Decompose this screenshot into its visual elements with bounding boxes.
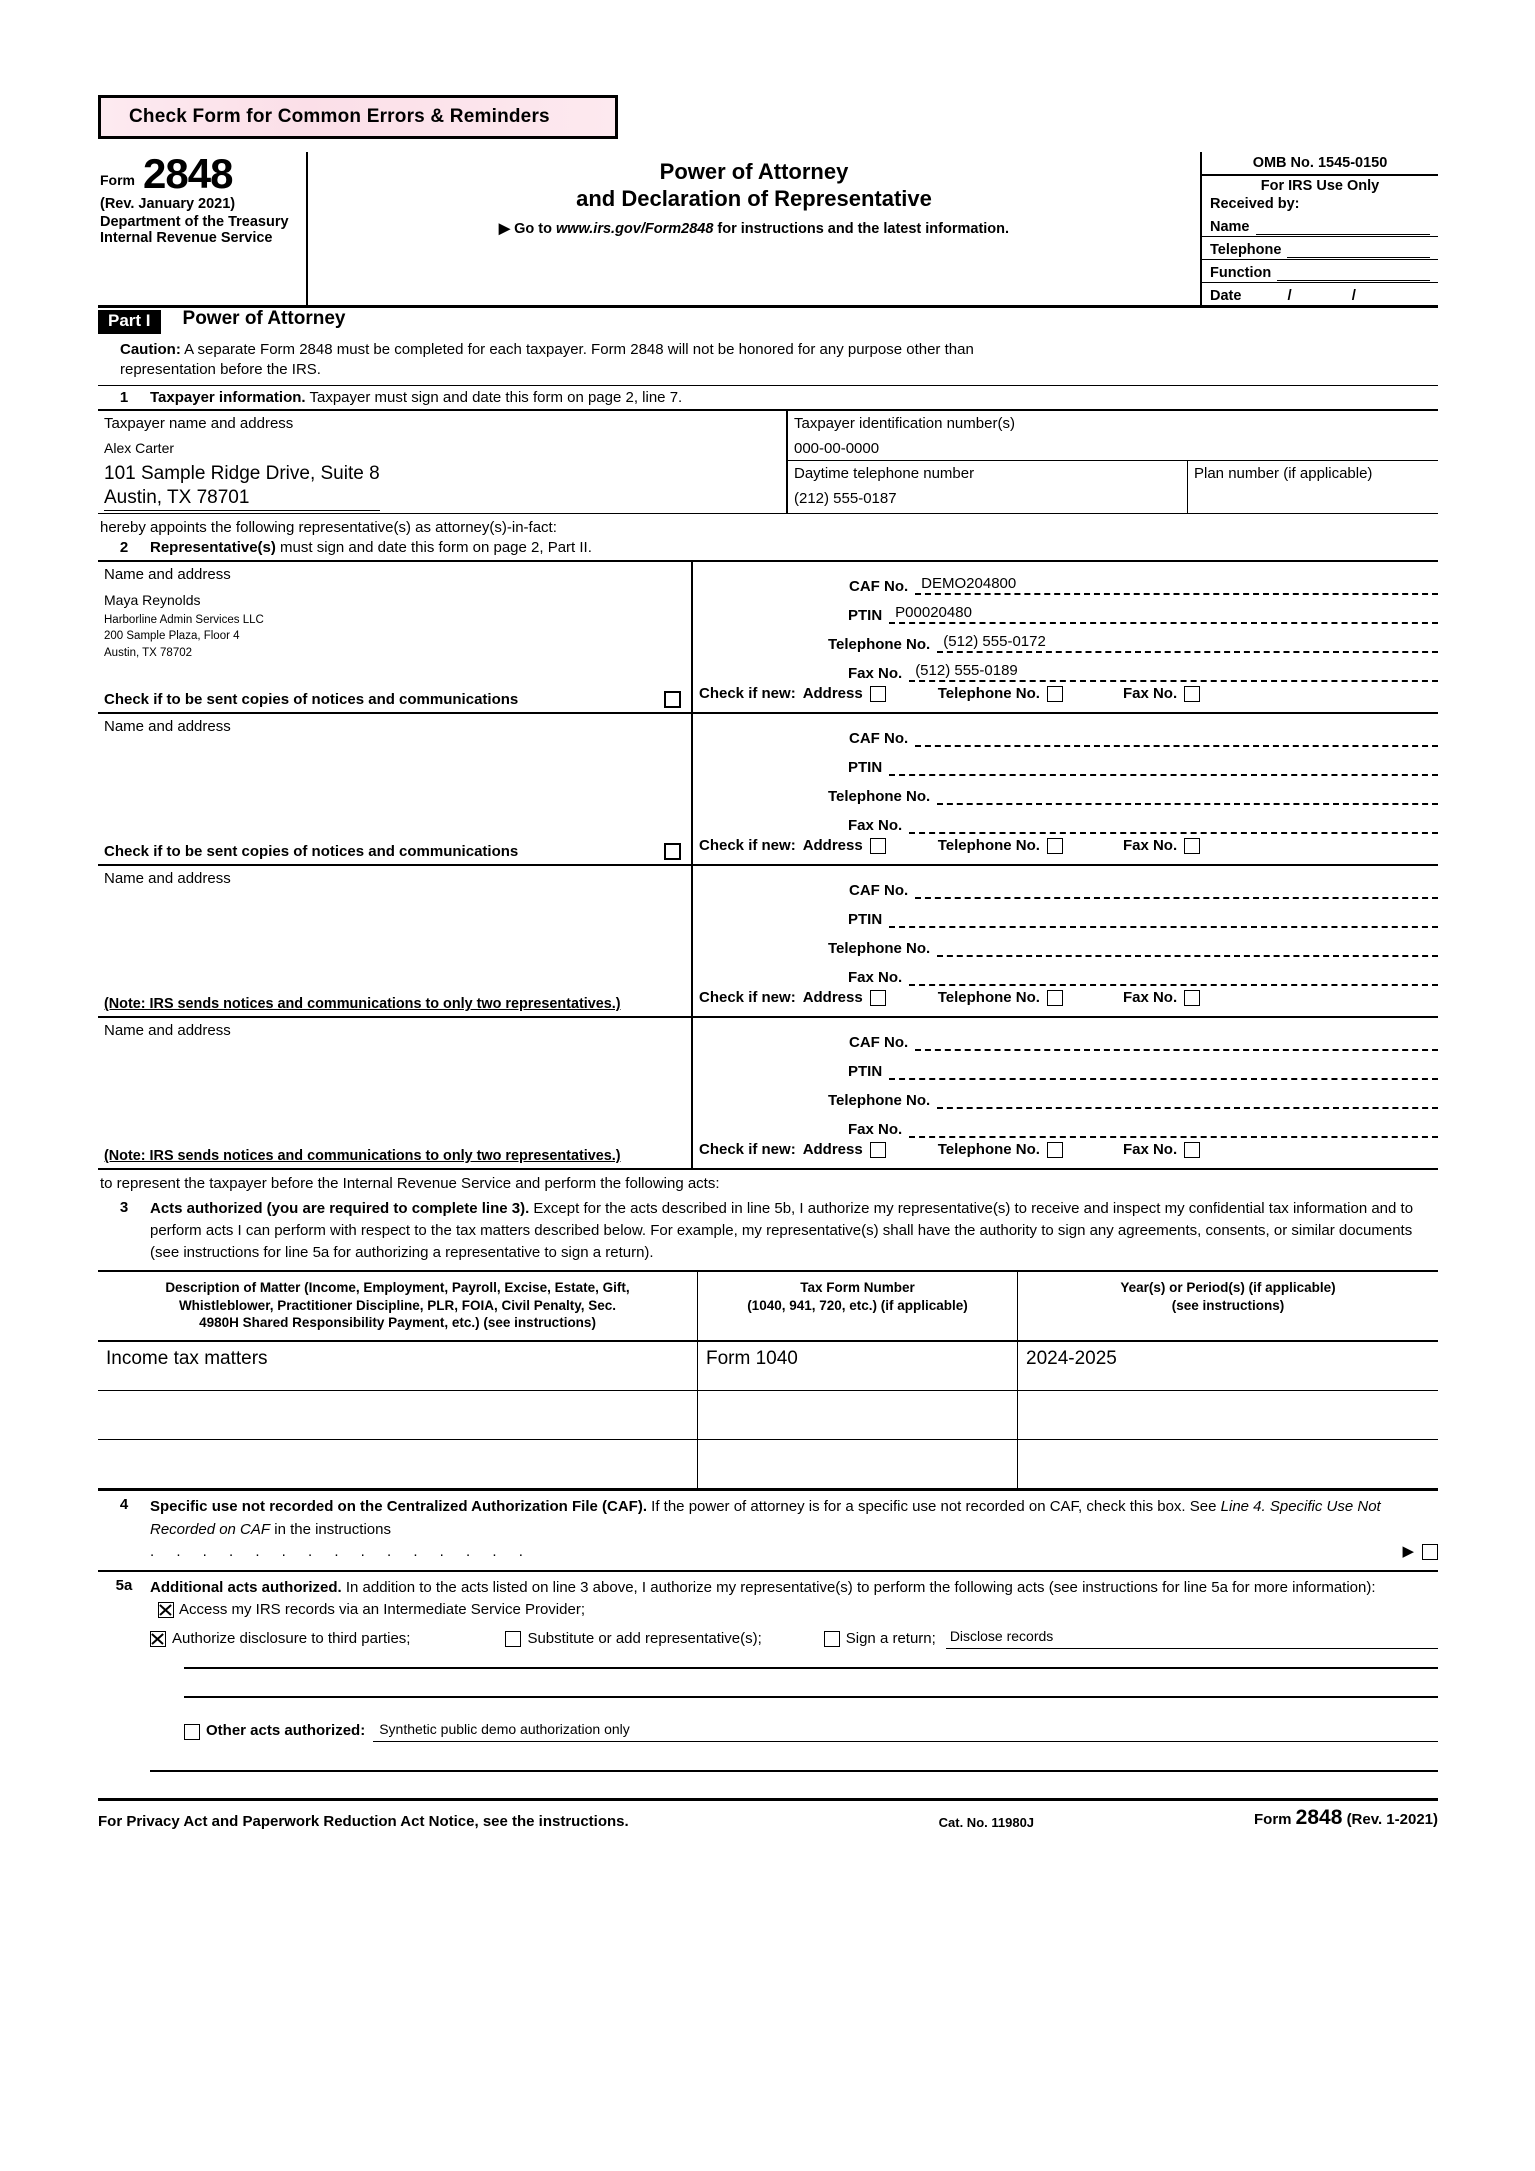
matter-description-cell[interactable] bbox=[98, 1440, 698, 1488]
irs-date-input[interactable]: / / bbox=[1287, 287, 1384, 304]
taxpayer-address-line-2: Austin, TX 78701 bbox=[104, 486, 250, 508]
rep-ptin-input[interactable] bbox=[889, 1061, 1438, 1080]
form-title-line-1: Power of Attorney bbox=[659, 159, 849, 184]
matter-table-header bbox=[98, 1272, 1438, 1342]
matter-description-cell[interactable] bbox=[98, 1391, 698, 1439]
rep-caf-row bbox=[693, 718, 1438, 747]
rep-org-value[interactable]: Harborline Admin Services LLC bbox=[104, 614, 264, 627]
rep-fax-label: Fax No. bbox=[848, 665, 903, 683]
check-new-telephone-label: Telephone No. bbox=[937, 837, 1040, 855]
goto-url[interactable]: www.irs.gov/Form2848 bbox=[555, 221, 714, 237]
check-new-telephone-checkbox[interactable] bbox=[1047, 686, 1063, 702]
rep-caf-row bbox=[693, 1022, 1438, 1051]
rep-name-address-label: Name and address bbox=[104, 870, 231, 888]
footer-form-word: Form bbox=[1254, 1810, 1292, 1828]
part-1-title: Power of Attorney bbox=[182, 308, 346, 329]
line-3-bold: Acts authorized (you are required to complete line 3). bbox=[150, 1200, 530, 1218]
received-by-label: Received by: bbox=[1210, 196, 1300, 212]
line-5a-other-value: Synthetic public demo authorization only bbox=[379, 1721, 630, 1738]
rep-fax-label: Fax No. bbox=[848, 817, 903, 835]
rep-telephone-value: (512) 555-0172 bbox=[943, 633, 1046, 651]
check-new-address-checkbox[interactable] bbox=[870, 990, 886, 1006]
rep-check-copies-checkbox[interactable] bbox=[664, 843, 681, 860]
rep-telephone-label: Telephone No. bbox=[828, 1092, 931, 1110]
taxpayer-information-block bbox=[98, 411, 1438, 515]
representative-caf-cell bbox=[693, 714, 1438, 864]
representative-name-address-cell bbox=[98, 1018, 693, 1168]
line-5a-sign-input[interactable] bbox=[946, 1629, 1438, 1649]
irs-telephone-label: Telephone bbox=[1210, 242, 1282, 258]
matter-col2-line1: Tax Form Number bbox=[800, 1280, 915, 1296]
rep-city-value[interactable]: Austin, TX 78702 bbox=[104, 646, 193, 659]
check-new-telephone-checkbox[interactable] bbox=[1047, 1142, 1063, 1158]
representative-block bbox=[98, 864, 1438, 1016]
line-4 bbox=[98, 1489, 1438, 1570]
representative-name-address-cell bbox=[98, 866, 693, 1016]
check-new-telephone-label: Telephone No. bbox=[937, 685, 1040, 703]
footer-form-rev: (Rev. 1-2021) bbox=[1346, 1810, 1438, 1828]
representative-caf-cell bbox=[693, 866, 1438, 1016]
irs-date-row bbox=[1202, 282, 1438, 305]
rep-street-value[interactable]: 200 Sample Plaza, Floor 4 bbox=[104, 630, 240, 643]
representative-block bbox=[98, 1016, 1438, 1168]
taxpayer-phone-plan-row bbox=[788, 461, 1438, 514]
rep-telephone-row bbox=[693, 776, 1438, 805]
rep-fax-input[interactable] bbox=[909, 663, 1438, 682]
check-new-fax-label: Fax No. bbox=[1122, 1141, 1178, 1159]
hereby-appoints-text: hereby appoints the following representative(s) as attorney(s)-in-fact: bbox=[100, 519, 557, 537]
irs-name-row bbox=[1202, 213, 1438, 236]
matter-form-cell[interactable] bbox=[698, 1342, 1018, 1390]
matter-col-form-header bbox=[698, 1272, 1018, 1340]
rep-fax-input[interactable] bbox=[909, 1119, 1438, 1138]
form-sheet bbox=[98, 95, 1438, 1830]
rep-ptin-label: PTIN bbox=[848, 759, 883, 777]
matter-years-value: 2024-2025 bbox=[1026, 1348, 1117, 1370]
rep-note-two-representatives: (Note: IRS sends notices and communications to only two representatives.) bbox=[104, 996, 621, 1013]
check-new-address-label: Address bbox=[802, 1141, 863, 1159]
line-2-bold: Representative(s) bbox=[150, 539, 276, 557]
form-footer bbox=[98, 1798, 1438, 1830]
matter-description-value: Income tax matters bbox=[106, 1348, 268, 1370]
taxpayer-phone-value[interactable]: (212) 555-0187 bbox=[794, 489, 897, 507]
department-line-2: Internal Revenue Service bbox=[100, 230, 273, 247]
check-new-address-checkbox[interactable] bbox=[870, 1142, 886, 1158]
rep-caf-input[interactable] bbox=[915, 1032, 1438, 1051]
rep-name-value[interactable]: Maya Reynolds bbox=[104, 592, 201, 609]
line-5a bbox=[98, 1570, 1438, 1772]
check-new-telephone-checkbox[interactable] bbox=[1047, 990, 1063, 1006]
footer-form-identity bbox=[1254, 1806, 1438, 1830]
line-4-text-1: If the power of attorney is for a specific use not recorded on CAF, check this box. See bbox=[647, 1498, 1221, 1516]
line-5a-other-acts-row bbox=[184, 1720, 1438, 1743]
check-new-address-checkbox[interactable] bbox=[870, 686, 886, 702]
caution-text: A separate Form 2848 must be completed for each taxpayer. Form 2848 will not be honored for any purpose other than representation before the IRS. bbox=[120, 341, 974, 379]
rep-check-if-new-row bbox=[693, 834, 1438, 857]
rep-ptin-label: PTIN bbox=[848, 1063, 883, 1081]
representative-name-address-cell bbox=[98, 714, 693, 864]
check-new-telephone-checkbox[interactable] bbox=[1047, 838, 1063, 854]
matter-table bbox=[98, 1270, 1438, 1489]
rep-telephone-input[interactable] bbox=[937, 786, 1438, 805]
rep-caf-label: CAF No. bbox=[849, 882, 909, 900]
rep-caf-row bbox=[693, 870, 1438, 899]
rep-fax-label: Fax No. bbox=[848, 1121, 903, 1139]
form-title-line-2: and Declaration of Representative bbox=[576, 186, 932, 211]
rep-check-copies-checkbox[interactable] bbox=[664, 691, 681, 708]
matter-form-cell[interactable] bbox=[698, 1440, 1018, 1488]
rep-check-copies-row[interactable] bbox=[104, 839, 685, 864]
rep-ptin-row bbox=[693, 595, 1438, 624]
rep-telephone-label: Telephone No. bbox=[828, 788, 931, 806]
representative-caf-cell bbox=[693, 1018, 1438, 1168]
rep-caf-input[interactable] bbox=[915, 576, 1438, 595]
form-word-label: Form bbox=[100, 171, 135, 188]
check-if-new-label: Check if new: bbox=[699, 685, 796, 703]
matter-col1-line1: Description of Matter (Income, Employment, Payroll, Excise, Estate, Gift, bbox=[165, 1280, 630, 1296]
line-5a-disclose-label: Authorize disclosure to third parties; bbox=[172, 1629, 411, 1647]
form-revision: (Rev. January 2021) bbox=[100, 195, 236, 212]
rep-fax-row bbox=[693, 957, 1438, 986]
form-identity bbox=[100, 150, 298, 197]
matter-col3-line1: Year(s) or Period(s) (if applicable) bbox=[1120, 1280, 1336, 1296]
line-2-text: must sign and date this form on page 2, Part II. bbox=[275, 539, 592, 557]
line-5a-options-row bbox=[150, 1628, 1438, 1651]
header-left-block bbox=[98, 152, 308, 305]
matter-table-row bbox=[98, 1440, 1438, 1488]
goto-instructions-line bbox=[314, 221, 1194, 237]
rep-caf-input[interactable] bbox=[915, 880, 1438, 899]
matter-col2-line2: (1040, 941, 720, etc.) (if applicable) bbox=[747, 1297, 968, 1313]
matter-col1-line3: 4980H Shared Responsibility Payment, etc.) (see instructions) bbox=[199, 1315, 596, 1331]
line-5a-substitute-label: Substitute or add representative(s); bbox=[527, 1629, 762, 1647]
check-new-fax-checkbox[interactable] bbox=[1184, 838, 1200, 854]
line-3 bbox=[98, 1195, 1438, 1270]
line-1-number: 1 bbox=[119, 388, 129, 406]
rep-name-address-label: Name and address bbox=[104, 566, 231, 584]
rep-telephone-label: Telephone No. bbox=[828, 636, 931, 654]
rep-fax-row bbox=[693, 653, 1438, 682]
matter-table-row bbox=[98, 1342, 1438, 1391]
rep-ptin-input[interactable] bbox=[889, 605, 1438, 624]
line-5a-sign-value: Disclose records bbox=[949, 1628, 1054, 1645]
line-5a-substitute-checkbox[interactable] bbox=[505, 1631, 521, 1647]
rep-fax-input[interactable] bbox=[909, 967, 1438, 986]
taxpayer-phone-cell bbox=[788, 461, 1188, 514]
check-form-errors-banner[interactable] bbox=[98, 95, 618, 139]
matter-col-description-header bbox=[98, 1272, 698, 1340]
part-1-section bbox=[98, 308, 1438, 386]
check-new-fax-checkbox[interactable] bbox=[1184, 1142, 1200, 1158]
line-5a-blank-rule-3 bbox=[150, 1769, 1438, 1772]
goto-suffix: for instructions and the latest information. bbox=[713, 221, 1010, 237]
rep-ptin-row bbox=[693, 1051, 1438, 1080]
matter-col1-line2: Whistleblower, Practitioner Discipline, PLR, FOIA, Civil Penalty, Sec. bbox=[178, 1297, 617, 1313]
check-new-fax-checkbox[interactable] bbox=[1184, 686, 1200, 702]
rep-check-if-new-row bbox=[693, 682, 1438, 705]
line-5a-sign-label: Sign a return; bbox=[845, 1629, 936, 1647]
rep-ptin-label: PTIN bbox=[848, 911, 883, 929]
rep-fax-input[interactable] bbox=[909, 815, 1438, 834]
irs-name-label: Name bbox=[1210, 219, 1250, 235]
rep-caf-row bbox=[693, 566, 1438, 595]
representative-name-address-cell bbox=[98, 562, 693, 712]
privacy-act-notice: For Privacy Act and Paperwork Reduction Act Notice, see the instructions. bbox=[98, 1812, 629, 1830]
taxpayer-address-line-1: 101 Sample Ridge Drive, Suite 8 bbox=[104, 462, 380, 484]
representative-block bbox=[98, 560, 1438, 712]
matter-description-cell[interactable] bbox=[98, 1342, 698, 1390]
rep-telephone-row bbox=[693, 624, 1438, 653]
check-if-new-label: Check if new: bbox=[699, 1141, 796, 1159]
line-5a-number: 5a bbox=[115, 1576, 133, 1594]
line-4-text-2: in the instructions bbox=[270, 1520, 391, 1538]
matter-form-value: Form 1040 bbox=[706, 1348, 798, 1370]
rep-caf-value: DEMO204800 bbox=[921, 575, 1017, 593]
irs-function-row bbox=[1202, 259, 1438, 282]
line-1-text: Taxpayer must sign and date this form on page 2, line 7. bbox=[305, 388, 683, 406]
department-line-1: Department of the Treasury bbox=[100, 213, 289, 230]
rep-check-if-new-row bbox=[693, 986, 1438, 1009]
line-5a-other-label: Other acts authorized: bbox=[206, 1722, 366, 1740]
matter-years-cell[interactable] bbox=[1018, 1391, 1438, 1439]
taxpayer-phone-label: Daytime telephone number bbox=[794, 464, 975, 482]
irs-telephone-input[interactable] bbox=[1287, 242, 1430, 258]
goto-prefix: ▶ Go to bbox=[498, 221, 556, 237]
check-if-new-label: Check if new: bbox=[699, 837, 796, 855]
header-title-block bbox=[308, 152, 1202, 305]
rep-fax-row bbox=[693, 805, 1438, 834]
check-new-address-label: Address bbox=[802, 989, 863, 1007]
line-1 bbox=[98, 386, 1438, 411]
check-new-fax-label: Fax No. bbox=[1122, 837, 1178, 855]
line-2 bbox=[98, 538, 1438, 560]
rep-check-copies-row[interactable] bbox=[104, 687, 685, 712]
line-4-arrow-icon: ▶ bbox=[1402, 1543, 1414, 1561]
irs-use-only-block bbox=[1202, 152, 1438, 305]
line-3-text: Except for the acts described in line 5b, I authorize my representative(s) to receive and inspect my confidential tax information and to perform acts I can perform with respect to the tax matters described below. For example, my representative(s) shall have the authority to sign any agreements, consents, or similar documents (see instructions for line 5a for authorizing a representative to sign a return). bbox=[150, 1200, 1414, 1261]
rep-ptin-label: PTIN bbox=[848, 607, 883, 625]
taxpayer-id-cells bbox=[788, 411, 1438, 514]
rep-caf-label: CAF No. bbox=[849, 730, 909, 748]
caution-bold: Caution: bbox=[120, 341, 181, 358]
line-5a-blank-rule-1 bbox=[184, 1666, 1438, 1669]
part-1-tag: Part I bbox=[98, 310, 161, 334]
taxpayer-address-value[interactable] bbox=[104, 462, 380, 512]
rep-ptin-input[interactable] bbox=[889, 909, 1438, 928]
rep-name-address-label: Name and address bbox=[104, 718, 231, 736]
check-new-address-label: Address bbox=[802, 685, 863, 703]
matter-table-row bbox=[98, 1391, 1438, 1440]
rep-ptin-value: P00020480 bbox=[895, 604, 972, 622]
line-4-checkbox[interactable] bbox=[1422, 1544, 1438, 1560]
rep-fax-row bbox=[693, 1109, 1438, 1138]
rep-check-copies-label: Check if to be sent copies of notices and communications bbox=[104, 691, 519, 709]
rep-telephone-input[interactable] bbox=[937, 1090, 1438, 1109]
rep-check-copies-label: Check if to be sent copies of notices and communications bbox=[104, 843, 519, 861]
line-3-number: 3 bbox=[119, 1199, 129, 1217]
check-new-telephone-label: Telephone No. bbox=[937, 1141, 1040, 1159]
check-new-fax-label: Fax No. bbox=[1122, 989, 1178, 1007]
representative-block bbox=[98, 712, 1438, 864]
matter-col3-line2: (see instructions) bbox=[1171, 1297, 1285, 1313]
line-5a-isp-checkbox[interactable] bbox=[158, 1602, 174, 1618]
check-new-address-label: Address bbox=[802, 837, 863, 855]
rep-telephone-label: Telephone No. bbox=[828, 940, 931, 958]
irs-date-label: Date bbox=[1210, 288, 1242, 304]
line-5a-isp-label: Access my IRS records via an Intermediate Service Provider; bbox=[179, 1601, 585, 1619]
matter-form-cell[interactable] bbox=[698, 1391, 1018, 1439]
rep-telephone-input[interactable] bbox=[937, 938, 1438, 957]
line-4-number: 4 bbox=[119, 1496, 129, 1514]
taxpayer-plan-cell bbox=[1188, 461, 1438, 514]
part-1-caution bbox=[120, 340, 1000, 381]
taxpayer-plan-label: Plan number (if applicable) bbox=[1194, 464, 1373, 482]
line-4-dot-leader: . . . . . . . . . . . . . . . bbox=[150, 1543, 532, 1561]
taxpayer-tin-label: Taxpayer identification number(s) bbox=[794, 414, 1015, 432]
line-4-bold: Specific use not recorded on the Centralized Authorization File (CAF). bbox=[150, 1498, 647, 1516]
rep-ptin-input[interactable] bbox=[889, 757, 1438, 776]
matter-years-cell[interactable] bbox=[1018, 1440, 1438, 1488]
irs-telephone-row bbox=[1202, 236, 1438, 259]
taxpayer-name-value[interactable]: Alex Carter bbox=[104, 439, 175, 456]
rep-ptin-row bbox=[693, 899, 1438, 928]
rep-caf-input[interactable] bbox=[915, 728, 1438, 747]
form-header bbox=[98, 152, 1438, 308]
line-5a-other-input[interactable] bbox=[373, 1721, 1438, 1742]
line-5a-disclose-checkbox[interactable] bbox=[150, 1631, 166, 1647]
rep-caf-label: CAF No. bbox=[849, 578, 909, 596]
irs-function-label: Function bbox=[1210, 265, 1272, 281]
irs-name-input[interactable] bbox=[1256, 219, 1431, 235]
banner-label: Check Form for Common Errors & Reminders bbox=[129, 106, 550, 127]
check-new-fax-label: Fax No. bbox=[1122, 685, 1178, 703]
line-4-italic: Line 4. Specific Use Not Recorded on CAF bbox=[150, 1498, 1381, 1538]
line-2-number: 2 bbox=[119, 539, 129, 557]
footer-form-number: 2848 bbox=[1295, 1805, 1343, 1829]
rep-telephone-row bbox=[693, 1080, 1438, 1109]
rep-caf-label: CAF No. bbox=[849, 1034, 909, 1052]
irs-function-input[interactable] bbox=[1277, 265, 1430, 281]
form-number: 2848 bbox=[143, 150, 233, 197]
rep-telephone-input[interactable] bbox=[937, 634, 1438, 653]
rep-ptin-row bbox=[693, 747, 1438, 776]
matter-col-years-header bbox=[1018, 1272, 1438, 1340]
rep-check-if-new-row bbox=[693, 1138, 1438, 1161]
omb-number: OMB No. 1545-0150 bbox=[1202, 152, 1438, 176]
line-5a-sign-checkbox[interactable] bbox=[824, 1631, 840, 1647]
representative-caf-cell bbox=[693, 562, 1438, 712]
line-5a-blank-rule-2 bbox=[184, 1695, 1438, 1698]
rep-fax-value: (512) 555-0189 bbox=[915, 662, 1018, 680]
check-new-address-checkbox[interactable] bbox=[870, 838, 886, 854]
taxpayer-tin-value[interactable]: 000-00-0000 bbox=[794, 439, 880, 457]
for-irs-use-only-label: For IRS Use Only bbox=[1260, 178, 1380, 194]
catalog-number: Cat. No. 11980J bbox=[938, 1814, 1035, 1830]
check-if-new-label: Check if new: bbox=[699, 989, 796, 1007]
matter-years-cell[interactable] bbox=[1018, 1342, 1438, 1390]
rep-telephone-row bbox=[693, 928, 1438, 957]
to-represent-text: to represent the taxpayer before the Internal Revenue Service and perform the following acts: bbox=[98, 1168, 1438, 1195]
check-new-telephone-label: Telephone No. bbox=[937, 989, 1040, 1007]
line-5a-bold: Additional acts authorized. bbox=[150, 1578, 342, 1596]
taxpayer-name-address-label: Taxpayer name and address bbox=[104, 414, 294, 432]
rep-note-two-representatives: (Note: IRS sends notices and communications to only two representatives.) bbox=[104, 1148, 621, 1165]
rep-fax-label: Fax No. bbox=[848, 969, 903, 987]
line-5a-other-checkbox[interactable] bbox=[184, 1724, 200, 1740]
check-new-fax-checkbox[interactable] bbox=[1184, 990, 1200, 1006]
rep-name-address-label: Name and address bbox=[104, 1022, 231, 1040]
taxpayer-tin-cell bbox=[788, 411, 1438, 461]
line-1-bold: Taxpayer information. bbox=[150, 388, 306, 406]
line-5a-text: In addition to the acts listed on line 3 above, I authorize my representative(s) to perform the following acts (see instructions for line 5a for more information): bbox=[341, 1578, 1376, 1596]
taxpayer-name-address-cell bbox=[98, 411, 788, 514]
